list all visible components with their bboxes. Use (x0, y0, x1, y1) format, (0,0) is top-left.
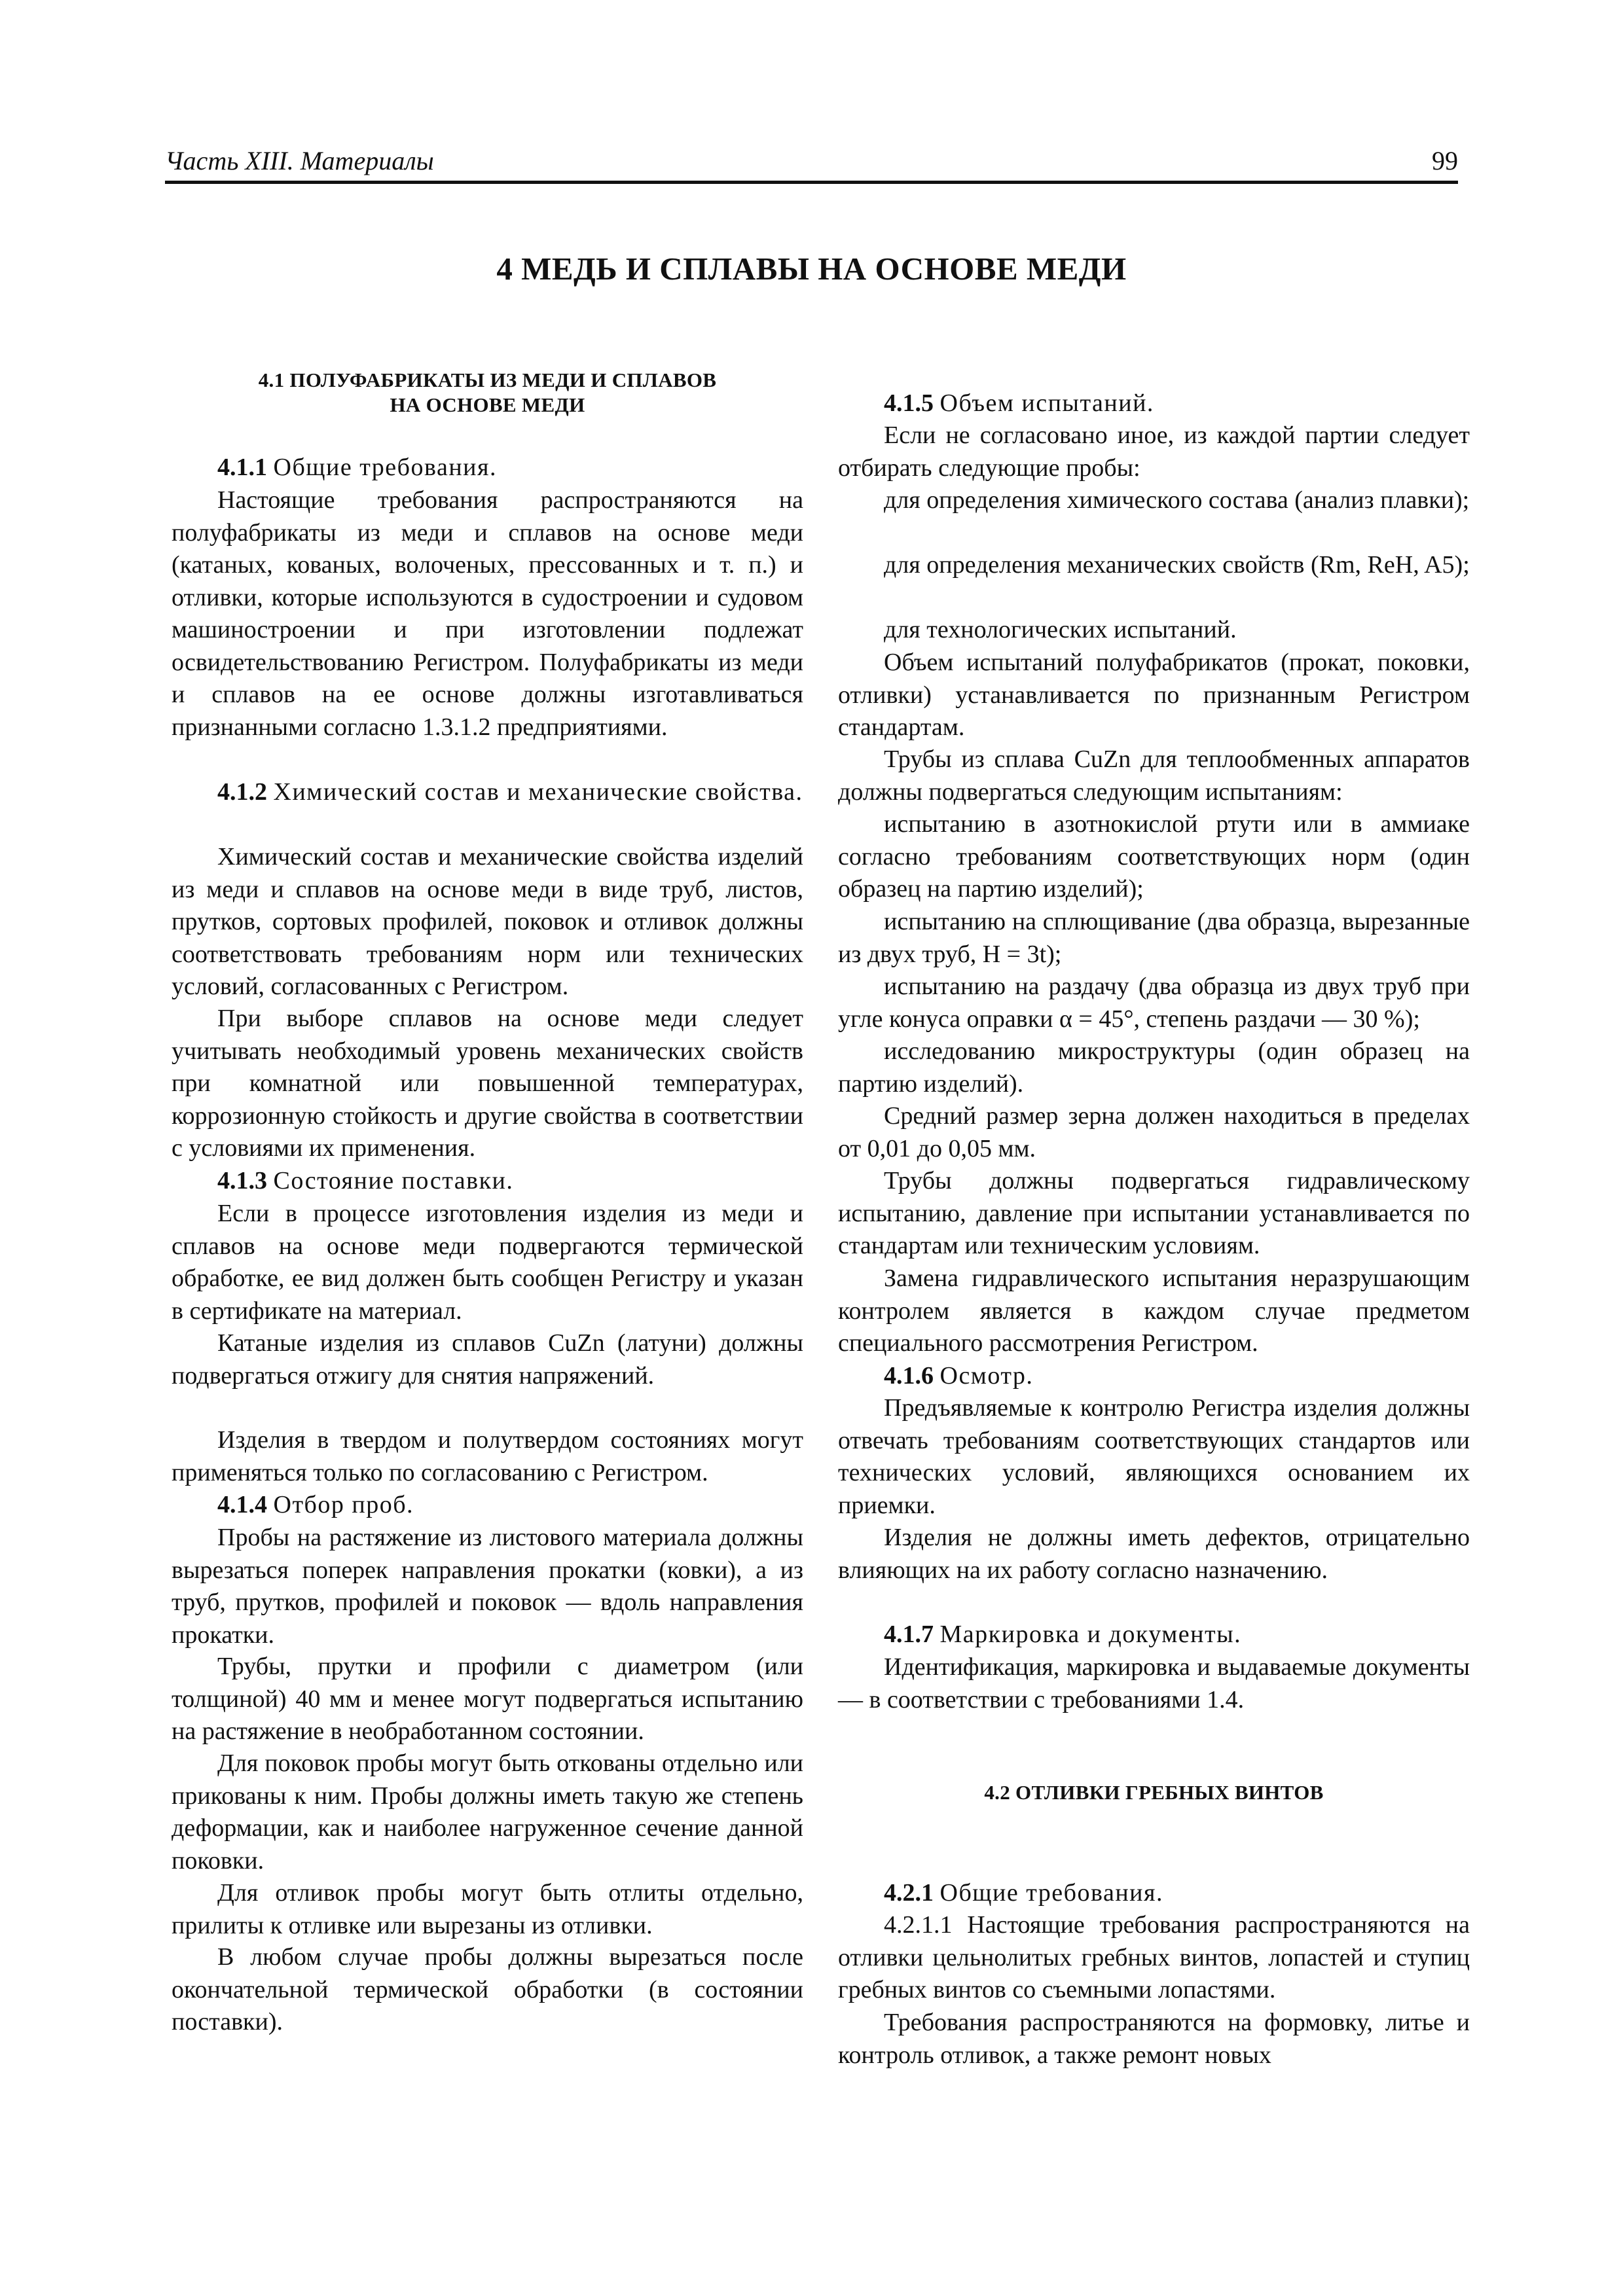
paragraph: Требования распространяются на формовку, литье и контроль отливок, а также ремонт новых (838, 2009, 1470, 2069)
paragraph: При выборе сплавов на основе меди следует учитывать необходимый уровень механических свойств при комнатной или повышенной температурах, коррозионную стойкость и другие свойства в соответствии с условиями их применения. (172, 1005, 803, 1162)
clause-heading-4-1-4: 4.1.4 Отбор проб. (217, 1491, 414, 1518)
paragraph: Замена гидравлического испытания неразрушающим контролем является в каждом случае предметом специального рассмотрения Регистром. (838, 1265, 1470, 1357)
paragraph: Изделия не должны иметь дефектов, отрицательно влияющих на их работу согласно назначению. (838, 1524, 1470, 1584)
paragraph: Предъявляемые к контролю Регистра изделия должны отвечать требованиям соответствующих стандартов или технических условий, являющихся основанием их приемки. (838, 1394, 1470, 1519)
chapter-title: 4 МЕДЬ И СПЛАВЫ НА ОСНОВЕ МЕДИ (496, 251, 1127, 287)
paragraph: Настоящие требования распространяются на полуфабрикаты из меди и сплавов на основе меди (катаных, кованых, волоченых, прессованных и т. п.) и отливки, которые используются в судостроении и судовом машиностроении и при изготовлении подлежат освидетельствованию Регистром. Полуфабрикаты из меди и сплавов на ее основе должны изготавливаться признанными согласно 1.3.1.2 предприятиями. (172, 486, 803, 741)
paragraph: для определения механических свойств (Rm, ReH, A5); (884, 551, 1470, 579)
paragraph: 4.2.1.1 Настоящие требования распространяются на отливки цельнолитых гребных винтов, лопастей и ступиц гребных винтов со съемными лопастями. (838, 1911, 1470, 2003)
paragraph: испытанию на раздачу (два образца из двух труб при угле конуса оправки α = 45°, степень раздачи — 30 %); (838, 973, 1470, 1033)
paragraph: Трубы из сплава CuZn для теплообменных аппаратов должны подвергаться следующим испытаниям: (838, 745, 1470, 806)
paragraph: испытанию в азотнокислой ртути или в аммиаке согласно требованиям соответствующих норм (один образец на партию изделий); (838, 810, 1470, 903)
paragraph: Если в процессе изготовления изделия из меди и сплавов на основе меди подвергаются термической обработке, ее вид должен быть сообщен Регистру и указан в сертификате на материал. (172, 1200, 803, 1325)
paragraph: Изделия в твердом и полутвердом состояниях могут применяться только по согласованию с Регистром. (172, 1426, 803, 1486)
clause-heading-4-1-3: 4.1.3 Состояние поставки. (217, 1167, 514, 1194)
paragraph: Пробы на растяжение из листового материала должны вырезаться поперек направления прокатки (ковки), а из труб, прутков, профилей и поковок — вдоль направления прокатки. (172, 1524, 803, 1649)
paragraph: Катаные изделия из сплавов CuZn (латуни) должны подвергаться отжигу для снятия напряжений. (172, 1329, 803, 1390)
clause-heading-4-2-1: 4.2.1 Общие требования. (884, 1879, 1163, 1907)
paragraph: Если не согласовано иное, из каждой партии следует отбирать следующие пробы: (838, 422, 1470, 482)
paragraph: исследованию микроструктуры (один образец на партию изделий). (838, 1037, 1470, 1098)
paragraph: Для отливок пробы могут быть отлиты отдельно, прилиты к отливке или вырезаны из отливки. (172, 1879, 803, 1939)
paragraph: Трубы, прутки и профили с диаметром (или толщиной) 40 мм и менее могут подвергаться испытанию на растяжение в необработанном состоянии. (172, 1653, 803, 1745)
paragraph: Идентификация, маркировка и выдаваемые документы — в соответствии с требованиями 1.4. (838, 1653, 1470, 1713)
paragraph: Трубы должны подвергаться гидравлическому испытанию, давление при испытании устанавливается по стандартам или техническим условиям. (838, 1167, 1470, 1259)
paragraph: Объем испытаний полуфабрикатов (прокат, поковки, отливки) устанавливается по признанным Регистром стандартам. (838, 649, 1470, 741)
clause-heading-4-1-1: 4.1.1 Общие требования. (217, 454, 497, 481)
paragraph: Химический состав и механические свойства изделий из меди и сплавов на основе меди в виде труб, листов, прутков, сортовых профилей, поковок и отливок должны соответствовать требованиям норм или технических условий, согласованных с Регистром. (172, 843, 803, 1000)
paragraph: испытанию на сплющивание (два образца, вырезанные из двух труб, H = 3t); (838, 908, 1470, 968)
section-heading-4-1: 4.1 ПОЛУФАБРИКАТЫ ИЗ МЕДИ И СПЛАВОВ НА ОСНОВЕ МЕДИ (258, 368, 717, 416)
running-header (165, 145, 1458, 184)
section-heading-4-2: 4.2 ОТЛИВКИ ГРЕБНЫХ ВИНТОВ (984, 1781, 1324, 1804)
clause-heading-4-1-2: 4.1.2 Химический состав и механические свойства. (217, 778, 803, 806)
paragraph: Средний размер зерна должен находиться в пределах от 0,01 до 0,05 мм. (838, 1102, 1470, 1162)
clause-heading-4-1-7: 4.1.7 Маркировка и документы. (884, 1621, 1242, 1648)
paragraph: для определения химического состава (анализ плавки); (884, 486, 1470, 514)
clause-heading-4-1-5: 4.1.5 Объем испытаний. (884, 389, 1154, 417)
paragraph: для технологических испытаний. (884, 616, 1237, 643)
paragraph: Для поковок пробы могут быть откованы отдельно или прикованы к ним. Пробы должны иметь такую же степень деформации, как и наиболее нагруженное сечение данной поковки. (172, 1749, 803, 1874)
clause-heading-4-1-6: 4.1.6 Осмотр. (884, 1362, 1034, 1390)
page-number: 99 (1432, 146, 1458, 175)
part-title: Часть XIII. Материалы (165, 146, 434, 175)
paragraph: В любом случае пробы должны вырезаться после окончательной термической обработки (в состоянии поставки). (172, 1943, 803, 2036)
